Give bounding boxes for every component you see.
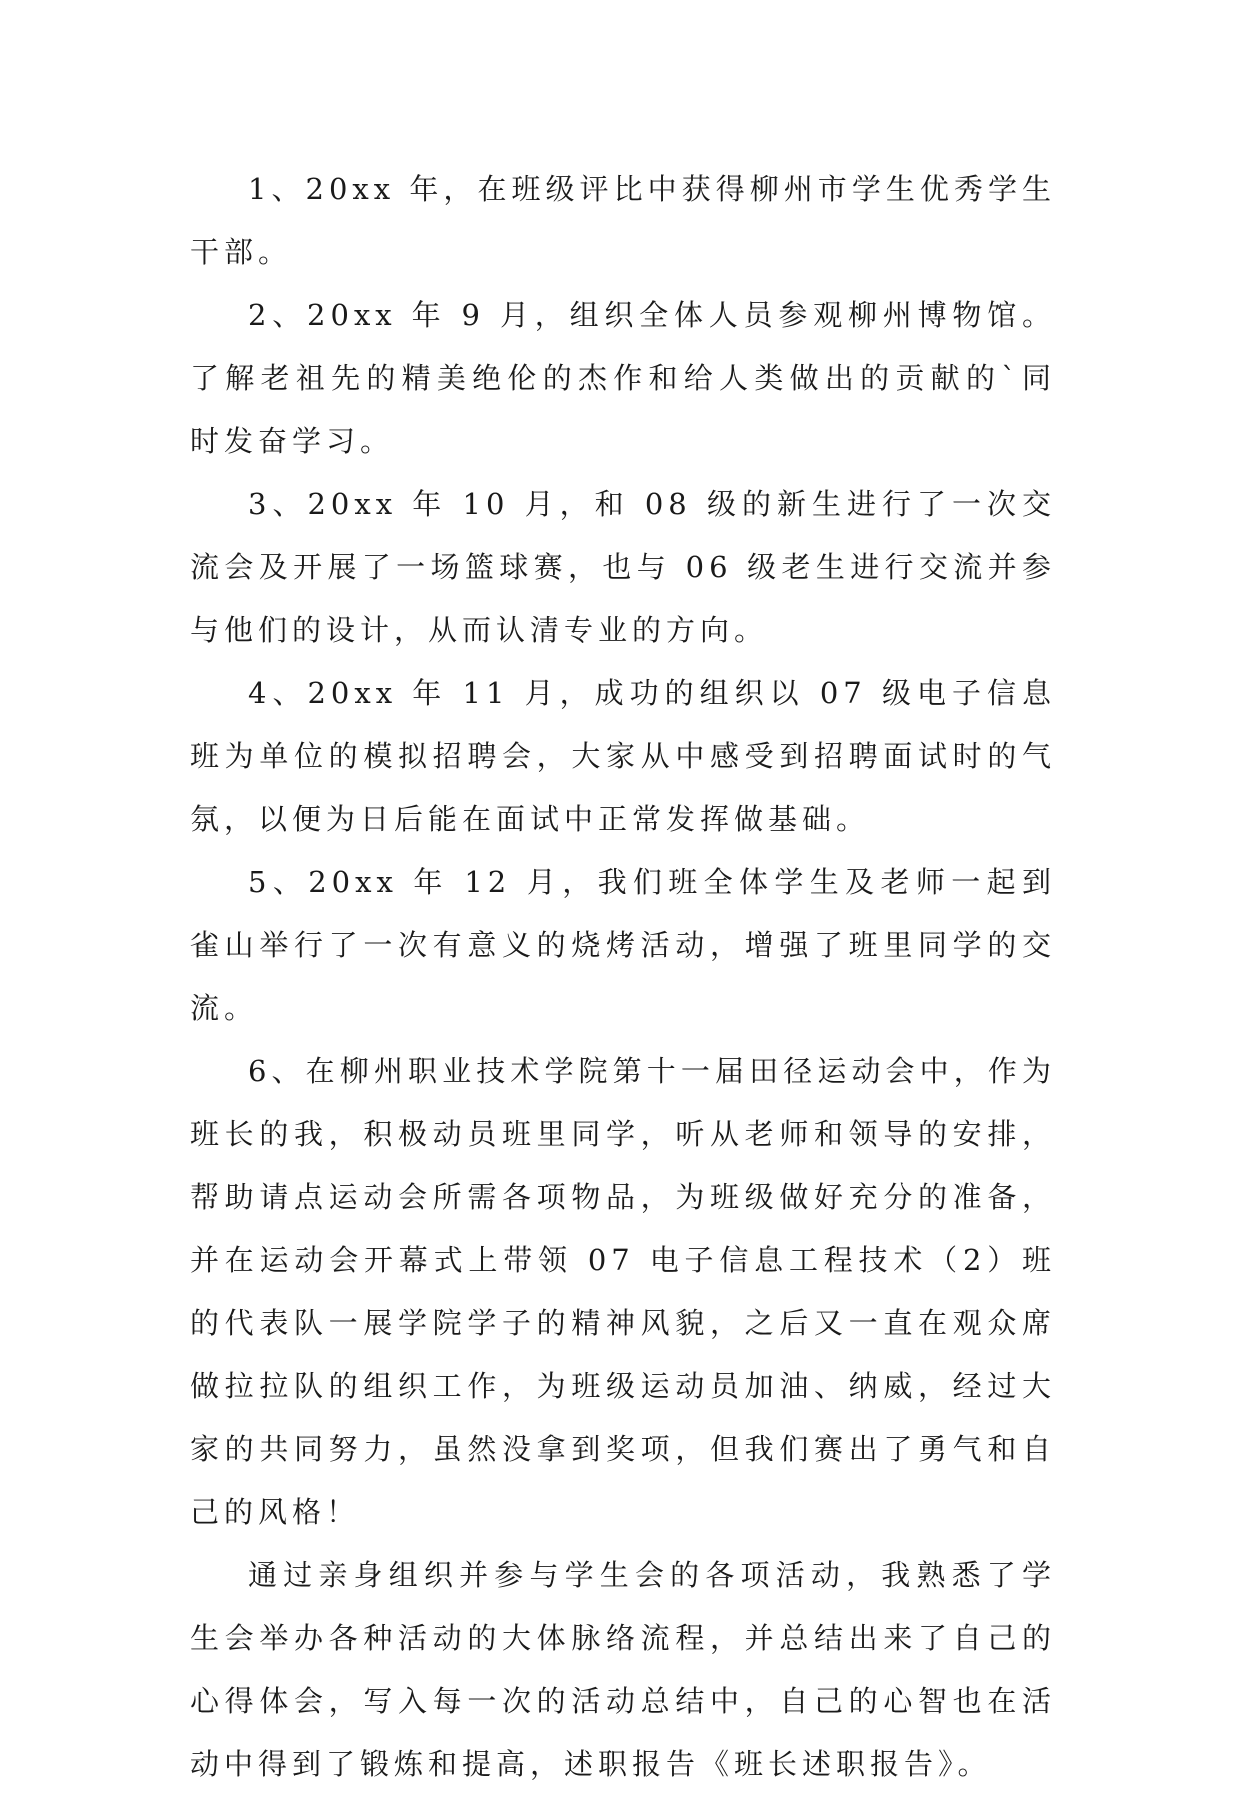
document-body: [190, 158, 1056, 1796]
paragraph-5: 5、20xx 年 12 月，我们班全体学生及老师一起到雀山举行了一次有意义的烧烤活动，增强了班里同学的交流。: [190, 865, 1056, 1025]
paragraph-7: 通过亲身组织并参与学生会的各项活动，我熟悉了学生会举办各种活动的大体脉络流程，并总结出来了自己的心得体会，写入每一次的活动总结中，自己的心智也在活动中得到了锻炼和提高，述职报告《班长述职报告》。: [190, 1558, 1056, 1781]
paragraph-2: 2、20xx 年 9 月，组织全体人员参观柳州博物馆。了解老祖先的精美绝伦的杰作和给人类做出的贡献的`同时发奋学习。: [190, 298, 1056, 458]
paragraph-1: 1、20xx 年，在班级评比中获得柳州市学生优秀学生干部。: [190, 172, 1056, 269]
paragraph-4: 4、20xx 年 11 月，成功的组织以 07 级电子信息班为单位的模拟招聘会，大家从中感受到招聘面试时的气氛，以便为日后能在面试中正常发挥做基础。: [190, 676, 1056, 836]
paragraph-6: 6、在柳州职业技术学院第十一届田径运动会中，作为班长的我，积极动员班里同学，听从老师和领导的安排，帮助请点运动会所需各项物品，为班级做好充分的准备，并在运动会开幕式上带领 07 电子信息工程技术（2）班的代表队一展学院学子的精神风貌，之后又一直在观众席做拉拉队的组织工作，为班级运动员加油、纳威，经过大家的共同努力，虽然没拿到奖项，但我们赛出了勇气和自己的风格！: [190, 1054, 1056, 1529]
paragraph-3: 3、20xx 年 10 月，和 08 级的新生进行了一次交流会及开展了一场篮球赛，也与 06 级老生进行交流并参与他们的设计，从而认清专业的方向。: [190, 487, 1056, 647]
